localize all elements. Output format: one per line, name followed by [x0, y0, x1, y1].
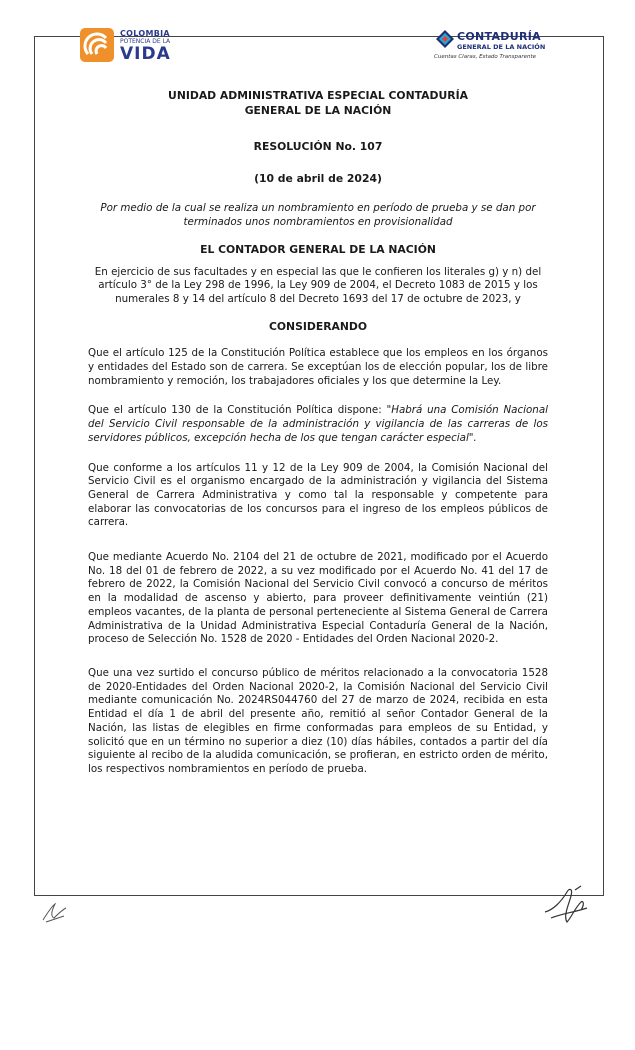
logo-text-potencia: POTENCIA DE LA — [120, 38, 171, 45]
resolution-date: (10 de abril de 2024) — [254, 171, 382, 185]
paragraph-2-intro: Que el artículo 130 de la Constitución Política dispone: — [88, 404, 387, 417]
logo-text-vida: VIDA — [120, 44, 171, 64]
handwritten-signature-right — [541, 882, 591, 928]
entity-title-line2: GENERAL DE LA NACIÓN — [244, 104, 392, 117]
considering-heading: CONSIDERANDO — [268, 319, 368, 333]
contaduria-logo — [436, 28, 556, 68]
logo-tagline: Cuentas Claras, Estado Transparente — [434, 54, 536, 60]
entity-title-line1: UNIDAD ADMINISTRATIVA ESPECIAL CONTADURÍA — [168, 89, 468, 102]
legal-faculties: En ejercicio de sus facultades y en especial las que le confieren los literales g) y n) del artículo 3° de la Ley 298 de 1996, la Ley 909 de 2004, el Decreto 1083 de 2015 y los numerales 8 y 14 del artículo 8 del Decreto 1693 del 17 de octubre de 2023, y — [94, 265, 542, 305]
resolution-number: RESOLUCIÓN No. 107 — [253, 140, 383, 153]
paragraph-3: Que conforme a los artículos 11 y 12 de la Ley 909 de 2004, la Comisión Nacional del Servicio Civil es el organismo encargado de la administración y vigilancia del Sistema General de Carrera Administrativa y como tal la responsable y competente para elaborar las convocatorias de los concursos para el ingreso de los empleos públicos de carrera. — [88, 461, 548, 529]
colombia-vida-logo-icon — [80, 28, 114, 62]
paragraph-2 — [88, 404, 548, 445]
logo-text-contaduria: CONTADURÍA — [457, 30, 541, 43]
logo-text-general-nacion: GENERAL DE LA NACIÓN — [457, 43, 546, 51]
resolution-subject: Por medio de la cual se realiza un nombramiento en período de prueba y se dan por terminados unos nombramientos en provisionalidad — [100, 202, 536, 229]
paragraph-4: Que mediante Acuerdo No. 2104 del 21 de octubre de 2021, modificado por el Acuerdo No. 18 del 01 de febrero de 2022, a su vez modificado por el Acuerdo No. 41 del 17 de febrero de 2022, la Comisión Nacional del Servicio Civil convocó a concurso de méritos en la modalidad de ascenso y abierto, para proveer definitivamente veintiún (21) empleos vacantes, de la planta de personal perteneciente al Sistema General de Carrera Administrativa de la Unidad Administrativa Especial Contaduría General de la Nación, proceso de Selección No. 1528 de 2020 - Entidades del Orden Nacional 2020-2. — [88, 551, 548, 646]
issuing-authority: EL CONTADOR GENERAL DE LA NACIÓN — [200, 242, 436, 256]
paragraph-2-quote: "Habrá una Comisión Nacional del Servicio Civil responsable de la administración y vigilancia de las carreras de los servidores públicos, excepción hecha de los que tengan carácter especial". — [88, 404, 548, 444]
paragraph-1: Que el artículo 125 de la Constitución Política establece que los empleos en los órganos y entidades del Estado son de carrera. Se exceptúan los de elección popular, los de libre nombramiento y remoción, los trabajadores oficiales y los que determine la Ley. — [88, 347, 548, 387]
document-body — [88, 88, 548, 777]
initials-signature-left — [40, 900, 70, 926]
colombia-potencia-de-la-vida-logo — [80, 28, 190, 66]
contaduria-diamond-logo-icon — [436, 30, 454, 48]
logo-text-colombia: COLOMBIA — [120, 29, 170, 38]
paragraph-5: Que una vez surtido el concurso público de méritos relacionado a la convocatoria 1528 de 2020-Entidades del Orden Nacional 2020-2, la Comisión Nacional del Servicio Civil mediante comunicación No. 2024RS044760 del 27 de marzo de 2024, recibida en esta Entidad el día 1 de abril del presente año, remitió al señor Contador General de la Nación, las listas de elegibles en firme conformadas para empleos de su Entidad, y solicitó que en un término no superior a diez (10) días hábiles, contados a partir del día siguiente al recibo de la aludida comunicación, se profieran, en estricto orden de mérito, los respectivos nombramientos en período de prueba. — [88, 666, 548, 775]
